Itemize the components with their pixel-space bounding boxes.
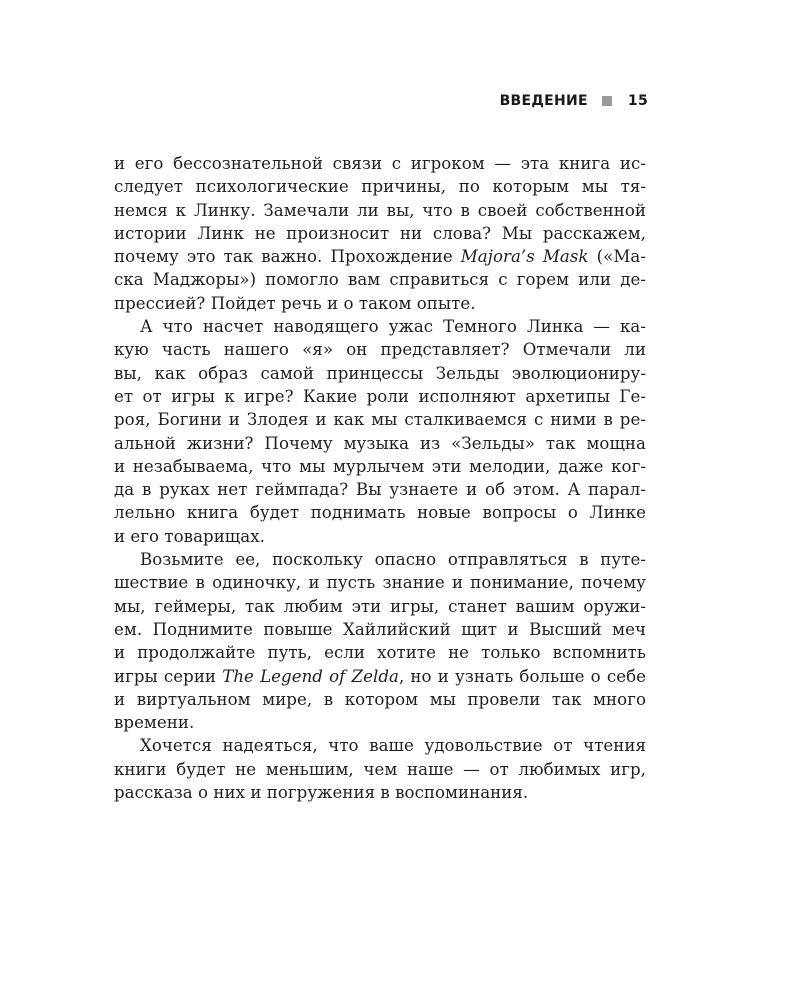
paragraph <box>114 315 646 548</box>
text-line: времени. <box>114 713 195 733</box>
page-number: 15 <box>627 93 648 109</box>
body-text <box>114 152 646 804</box>
text-line: книги будет не меньшим, чем наше — от любимых игр, <box>114 759 646 779</box>
text-line: почему это так важно. Прохождение Majora’s Mask («Ма- <box>114 247 646 267</box>
text-line: роя, Богини и Злодея и как мы сталкиваемся с ними в ре- <box>114 410 646 430</box>
text-line: ем. Поднимите повыше Хайлийский щит и Высший меч <box>114 619 646 639</box>
text-line: и продолжайте путь, если хотите не только вспомнить <box>114 643 646 663</box>
square-separator-icon <box>602 96 612 106</box>
text-line: и виртуальном мире, в котором мы провели так много <box>114 689 646 709</box>
text-line: лельно книга будет поднимать новые вопросы о Линке <box>114 503 646 523</box>
text-line: и его товарищах. <box>114 526 265 546</box>
text-line: шествие в одиночку, и пусть знание и понимание, почему <box>114 573 646 593</box>
text-line: немся к Линку. Замечали ли вы, что в своей собственной <box>114 200 646 220</box>
text-line: альной жизни? Почему музыка из «Зельды» так мощна <box>114 433 646 453</box>
text-line: мы, геймеры, так любим эти игры, станет вашим оружи- <box>114 596 646 616</box>
text-line: и его бессознательной связи с игроком — эта книга ис- <box>114 154 646 173</box>
text-line: вы, как образ самой принцессы Зельды эволюциониру- <box>114 363 646 383</box>
italic-title: The Legend of Zelda <box>222 666 399 686</box>
text-line: прессией? Пойдет речь и о таком опыте. <box>114 293 476 313</box>
text-line: ет от игры к игре? Какие роли исполняют архетипы Ге- <box>114 386 646 406</box>
paragraph <box>114 548 646 734</box>
text-line: и незабываема, что мы мурлычем эти мелодии, даже ког- <box>114 456 646 476</box>
italic-title: Majora’s Mask <box>460 247 589 267</box>
section-title: ВВЕДЕНИЕ <box>499 93 588 109</box>
text-line: истории Линк не произносит ни слова? Мы расскажем, <box>114 223 646 243</box>
text-line: игры серии The Legend of Zelda, но и узнать больше о себе <box>114 666 646 686</box>
paragraph <box>114 152 646 315</box>
text-line: ска Маджоры») помогло вам справиться с горем или де- <box>114 270 646 290</box>
text-line: Хочется надеяться, что ваше удовольствие от чтения <box>140 736 646 756</box>
text-line: кую часть нашего «я» он представляет? Отмечали ли <box>114 340 646 360</box>
text-line: рассказа о них и погружения в воспоминания. <box>114 783 529 803</box>
text-line: следует психологические причины, по которым мы тя- <box>114 177 646 197</box>
text-line: А что насчет наводящего ужас Темного Линка — ка- <box>140 317 646 337</box>
text-line: да в руках нет геймпада? Вы узнаете и об этом. А парал- <box>114 480 646 500</box>
paragraph <box>114 734 646 804</box>
running-head <box>500 92 648 110</box>
text-line: Возьмите ее, поскольку опасно отправляться в путе- <box>140 550 646 570</box>
